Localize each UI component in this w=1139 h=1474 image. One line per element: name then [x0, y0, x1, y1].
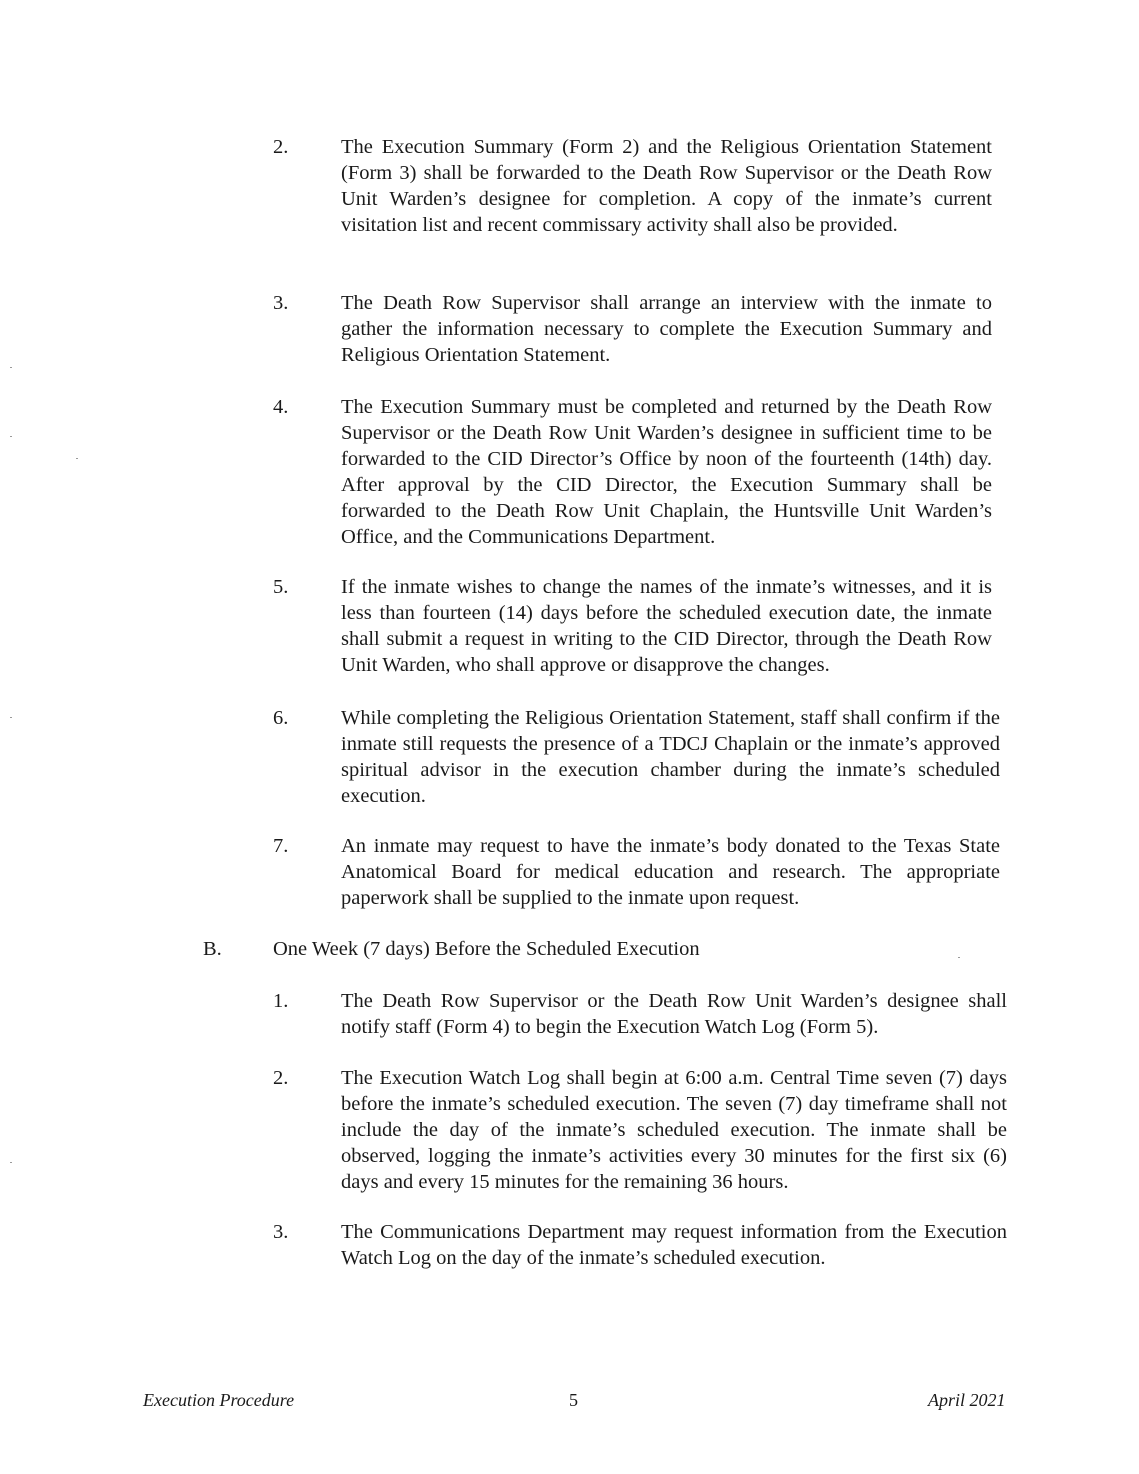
list-item-text: The Communications Department may request information from the Execution Watch Log on the day of the inmate’s scheduled execution.: [341, 1221, 1007, 1269]
footer-date: April 2021: [928, 1390, 1006, 1410]
list-item-text: The Death Row Supervisor or the Death Row Unit Warden’s designee shall notify staff (Form 4) to begin the Execution Watch Log (Form 5).: [341, 990, 1007, 1038]
footer-document-title: Execution Procedure: [143, 1390, 295, 1410]
scan-speck: [10, 436, 12, 437]
scan-speck: [10, 367, 12, 368]
list-item-text: An inmate may request to have the inmate’s body donated to the Texas State Anatomical Board for medical education and research. The appropriate paperwork shall be supplied to the inmate upon request.: [341, 835, 1000, 909]
list-item-number: 1.: [273, 990, 289, 1012]
list-item-number: 4.: [273, 396, 289, 418]
scan-speck: [958, 957, 960, 958]
list-item-text: While completing the Religious Orientation Statement, staff shall confirm if the inmate still requests the presence of a TDCJ Chaplain or the inmate’s approved spiritual advisor in the execution chamber during the inmate’s scheduled execution.: [341, 707, 1000, 807]
list-item-text: The Death Row Supervisor shall arrange an interview with the inmate to gather the information necessary to complete the Execution Summary and Religious Orientation Statement.: [341, 292, 992, 366]
list-item-text: The Execution Summary must be completed and returned by the Death Row Supervisor or the Death Row Unit Warden’s designee in sufficient time to be forwarded to the CID Director’s Office by noon of the fourteenth (14th) day. After approval by the CID Director, the Execution Summary shall be forwarded to the Death Row Unit Chaplain, the Huntsville Unit Warden’s Office, and the Communications Department.: [341, 396, 992, 548]
scan-speck: [76, 458, 78, 459]
list-item-number: 3.: [273, 292, 289, 314]
list-item-number: 2.: [273, 136, 289, 158]
list-item-number: 6.: [273, 707, 289, 729]
section-letter: B.: [203, 938, 222, 960]
footer-page-number: 5: [569, 1390, 578, 1410]
list-item-number: 5.: [273, 576, 289, 598]
list-item-number: 7.: [273, 835, 289, 857]
list-item-number: 3.: [273, 1221, 289, 1243]
scan-speck: [10, 1162, 12, 1163]
list-item-text: The Execution Summary (Form 2) and the Religious Orientation Statement (Form 3) shall be forwarded to the Death Row Supervisor or the Death Row Unit Warden’s designee for completion. A copy of the inmate’s current visitation list and recent commissary activity shall also be provided.: [341, 136, 992, 236]
list-item-text: The Execution Watch Log shall begin at 6:00 a.m. Central Time seven (7) days before the inmate’s scheduled execution. The seven (7) day timeframe shall not include the day of the inmate’s scheduled execution. The inmate shall be observed, logging the inmate’s activities every 30 minutes for the first six (6) days and every 15 minutes for the remaining 36 hours.: [341, 1067, 1007, 1193]
list-item-text: If the inmate wishes to change the names of the inmate’s witnesses, and it is less than fourteen (14) days before the scheduled execution date, the inmate shall submit a request in writing to the CID Director, through the Death Row Unit Warden, who shall approve or disapprove the changes.: [341, 576, 992, 676]
section-heading: One Week (7 days) Before the Scheduled Execution: [273, 938, 700, 960]
list-item-number: 2.: [273, 1067, 289, 1089]
scan-speck: [10, 717, 12, 718]
